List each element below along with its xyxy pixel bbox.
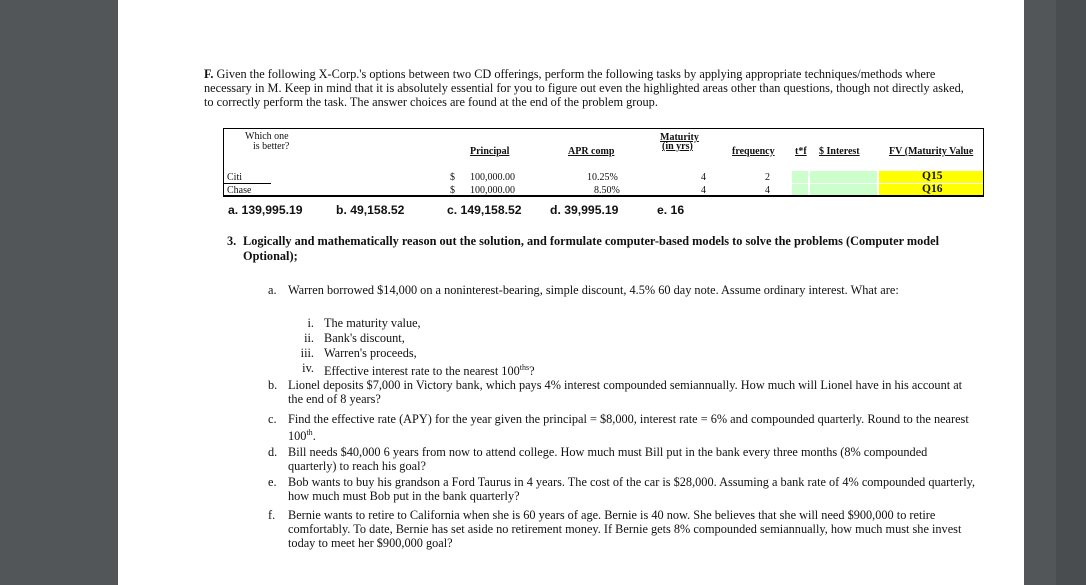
- sub-item-i-text: The maturity value,: [324, 316, 421, 330]
- row-chase-apr: 8.50%: [594, 185, 620, 196]
- item-c-sup: th: [306, 428, 313, 438]
- item-c-text: [288, 412, 978, 444]
- row-citi-apr: 10.25%: [587, 172, 618, 183]
- row-citi-principal: 100,000.00: [470, 172, 515, 183]
- item-f-text: Bernie wants to retire to California when she is 60 years of age. Bernie is 40 now. She believes that she will need $900,000 to retire comfortably. To date, Bernie has set aside no retirement money. If Bernie gets 8% compounded semiannually, how much must she invest today to meet her $900,000 goal?: [288, 508, 962, 551]
- sub-item-iv-text: [324, 361, 535, 378]
- viewer-scrollbar[interactable]: [1056, 0, 1086, 585]
- corner-label-line1: Which one: [245, 131, 289, 142]
- problem-f-label: F.: [204, 67, 214, 81]
- sub-item-iv-main: Effective interest rate to the nearest 100: [324, 364, 520, 379]
- question-3-text: Logically and mathematically reason out the solution, and formulate computer-based models to solve the problems (Computer model Optional);: [243, 234, 940, 263]
- item-a-label: a.: [268, 283, 277, 297]
- row-citi-currency: $: [450, 172, 455, 183]
- item-d-label: d.: [268, 445, 278, 459]
- item-b-label: b.: [268, 378, 278, 392]
- interest-citi-highlight: [810, 171, 877, 183]
- row-chase-principal: 100,000.00: [470, 185, 515, 196]
- sub-item-iv-after: ?: [529, 364, 535, 379]
- answer-e: e. 16: [657, 203, 685, 217]
- header-principal: Principal: [470, 146, 510, 157]
- row-citi-name: Citi: [227, 172, 243, 183]
- item-d-text: Bill needs $40,000 6 years from now to attend college. How much must Bill put in the bank every three months (8% compounded quarterly) to reach his goal?: [288, 445, 928, 474]
- header-interest: $ Interest: [819, 146, 860, 157]
- row-chase-frequency: 4: [765, 185, 770, 196]
- item-c-main: Find the effective rate (APY) for the year given the principal = $8,000, interest rate = 6% and compounded quarterly. Round to the nearest 100: [288, 412, 969, 444]
- table-border-left: [223, 128, 224, 195]
- header-maturity-line1: Maturity: [660, 132, 699, 143]
- cd-comparison-table: [223, 128, 974, 196]
- row-chase-fv: Q16: [922, 183, 943, 195]
- interest-chase-highlight: [810, 184, 877, 195]
- row-citi-frequency: 2: [765, 172, 770, 183]
- header-frequency: frequency: [732, 146, 775, 157]
- answer-b: b. 49,158.52: [336, 203, 405, 217]
- sub-item-iv-sup: ths: [519, 363, 530, 372]
- item-c-label: c.: [268, 412, 277, 426]
- item-f-label: f.: [268, 508, 276, 522]
- row-chase-name: Chase: [227, 185, 252, 196]
- item-e-text: Bob wants to buy his grandson a Ford Taurus in 4 years. The cost of the car is $28,000. Assuming a bank rate of 4% compounded quarterly, how much must Bob put in the bank quarterly?: [288, 475, 976, 504]
- sub-item-ii-text: Bank's discount,: [324, 331, 405, 345]
- row-citi-maturity: 4: [701, 172, 706, 183]
- row-divider: [223, 183, 271, 184]
- table-border-top: [223, 128, 984, 129]
- tf-chase-highlight: [792, 184, 808, 195]
- answer-c: c. 149,158.52: [447, 203, 522, 217]
- item-a-text: Warren borrowed $14,000 on a noninterest-bearing, simple discount, 4.5% 60 day note. Assume ordinary interest. What are:: [288, 283, 899, 297]
- header-maturity-line2: (in yrs): [662, 141, 693, 152]
- sub-item-iv-label: iv.: [302, 361, 314, 375]
- sub-item-iii-text: Warren's proceeds,: [324, 346, 417, 360]
- row-chase-maturity: 4: [701, 185, 706, 196]
- row-chase-currency: $: [450, 185, 455, 196]
- header-fv: FV (Maturity Value: [889, 146, 974, 157]
- tf-citi-highlight: [792, 171, 808, 183]
- answer-d: d. 39,995.19: [550, 203, 619, 217]
- table-border-right: [983, 128, 984, 195]
- answer-a: a. 139,995.19: [228, 203, 303, 217]
- corner-label-line2: is better?: [253, 141, 290, 152]
- header-tf: t*f: [795, 146, 807, 157]
- sub-item-i-label: i.: [307, 316, 314, 330]
- item-c-after: .: [312, 429, 316, 444]
- question-3-number: 3.: [227, 234, 237, 248]
- header-apr: APR comp: [568, 146, 615, 157]
- row-citi-fv: Q15: [922, 170, 943, 182]
- problem-f-text: Given the following X-Corp.'s options between two CD offerings, perform the following tasks by applying appropriate techniques/methods where necessary in M. Keep in mind that it is absolutely essential for you to figure out even the highlighted areas other than questions, though not directly asked, to correctly perform the task. The answer choices are found at the end of the problem group.: [204, 67, 964, 110]
- item-b-text: Lionel deposits $7,000 in Victory bank, which pays 4% interest compounded semiannually. How much will Lionel have in his account at the end of 8 years?: [288, 378, 963, 407]
- problem-f-intro: [204, 67, 976, 110]
- document-page: [118, 0, 1024, 585]
- sub-item-ii-label: ii.: [304, 331, 314, 345]
- item-e-label: e.: [268, 475, 277, 489]
- sub-item-iii-label: iii.: [300, 346, 314, 360]
